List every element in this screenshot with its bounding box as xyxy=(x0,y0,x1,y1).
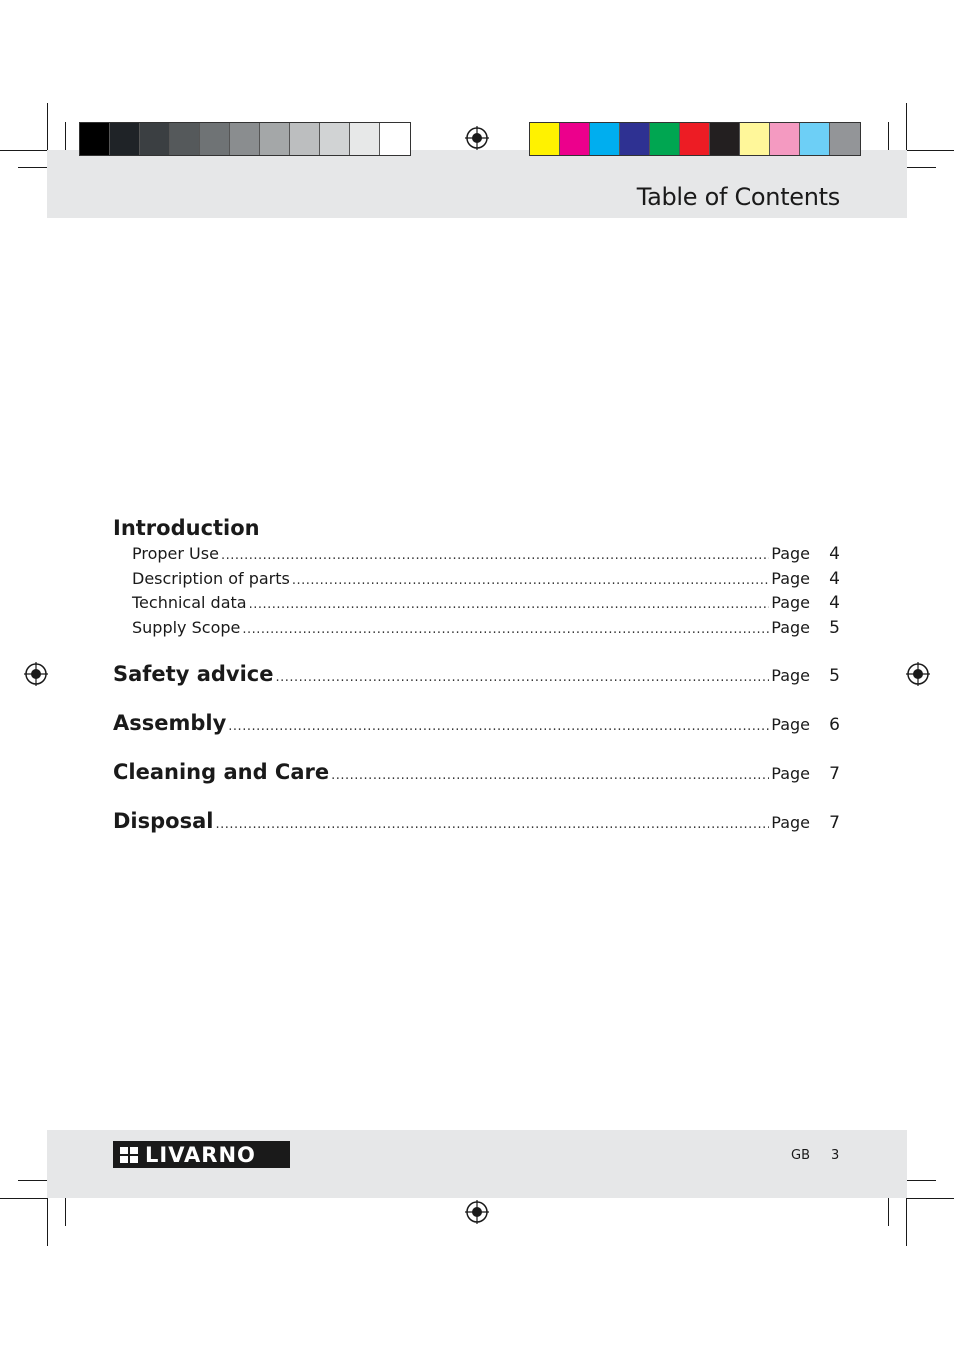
page-number: 4 xyxy=(829,593,840,613)
page-word: Page xyxy=(771,715,810,734)
color-swatch xyxy=(680,123,710,155)
toc-entry-supply-scope[interactable] xyxy=(113,616,840,641)
crop-mark xyxy=(906,1198,907,1246)
gray-swatch xyxy=(290,123,320,155)
page-word: Page xyxy=(771,593,810,612)
crop-mark xyxy=(906,167,936,168)
page-number: 7 xyxy=(829,813,840,833)
table-of-contents xyxy=(113,514,840,858)
crop-mark xyxy=(18,167,48,168)
color-swatch xyxy=(710,123,740,155)
gray-calibration-bar xyxy=(79,122,411,156)
page-word: Page xyxy=(771,568,810,588)
crop-mark xyxy=(47,1198,48,1246)
gray-swatch xyxy=(380,123,410,155)
dot-leader xyxy=(242,618,769,643)
page-number: 4 xyxy=(829,568,840,589)
color-swatch xyxy=(530,123,560,155)
page-word: Page xyxy=(771,617,810,637)
toc-entry-cleaning-and-care[interactable] xyxy=(113,760,840,809)
page-word: Page xyxy=(771,666,810,685)
gray-swatch xyxy=(230,123,260,155)
registration-mark-icon xyxy=(465,1200,489,1224)
color-swatch xyxy=(620,123,650,155)
crop-mark xyxy=(65,122,66,150)
crop-mark xyxy=(47,103,48,150)
language-code: GB xyxy=(791,1148,810,1163)
page-number: 5 xyxy=(829,617,840,638)
dot-leader xyxy=(215,817,769,832)
gray-swatch xyxy=(350,123,380,155)
crop-mark xyxy=(888,1198,889,1226)
dot-leader xyxy=(228,719,769,734)
gray-swatch xyxy=(170,123,200,155)
toc-entry-disposal[interactable] xyxy=(113,809,840,858)
page-number: 7 xyxy=(829,764,840,784)
brand-logo xyxy=(113,1141,290,1168)
toc-heading-introduction: Introduction xyxy=(113,516,260,540)
page-word: Page xyxy=(771,813,810,832)
registration-mark-icon xyxy=(906,662,930,686)
toc-section-label: Cleaning and Care xyxy=(113,760,330,784)
page-number: 4 xyxy=(829,544,840,564)
page-number-footer: 3 xyxy=(831,1148,840,1163)
crop-mark xyxy=(888,122,889,150)
dot-leader xyxy=(276,670,770,685)
page-number: 6 xyxy=(829,715,840,735)
toc-entry-label: Technical data xyxy=(132,593,247,612)
toc-entry-label: Supply Scope xyxy=(132,617,241,637)
dot-leader xyxy=(292,569,769,594)
color-swatch xyxy=(770,123,800,155)
gray-swatch xyxy=(320,123,350,155)
color-swatch xyxy=(830,123,860,155)
dot-leader xyxy=(249,593,770,618)
crop-mark xyxy=(906,1198,954,1199)
crop-mark xyxy=(65,1198,66,1226)
logo-mark-icon xyxy=(120,1147,138,1163)
toc-entry-label: Description of parts xyxy=(132,568,290,588)
gray-swatch xyxy=(260,123,290,155)
color-swatch xyxy=(560,123,590,155)
color-calibration-bar xyxy=(529,122,861,156)
crop-mark xyxy=(0,150,48,151)
gray-swatch xyxy=(200,123,230,155)
crop-mark xyxy=(906,103,907,150)
dot-leader xyxy=(221,544,769,569)
color-swatch xyxy=(650,123,680,155)
page-number: 5 xyxy=(829,666,840,686)
toc-entry-label: Proper Use xyxy=(132,544,219,563)
page-word: Page xyxy=(771,544,810,563)
registration-mark-icon xyxy=(465,126,489,150)
toc-entry-safety-advice[interactable] xyxy=(113,662,840,711)
toc-entry-assembly[interactable] xyxy=(113,711,840,760)
crop-mark xyxy=(906,150,954,151)
color-swatch xyxy=(590,123,620,155)
crop-mark xyxy=(906,1180,936,1181)
toc-section-label: Assembly xyxy=(113,711,227,735)
brand-name: LIVARNO xyxy=(145,1142,256,1167)
toc-entry-proper-use[interactable] xyxy=(113,542,840,567)
toc-entry-technical-data[interactable] xyxy=(113,591,840,616)
gray-swatch xyxy=(80,123,110,155)
page-word: Page xyxy=(771,764,810,783)
crop-mark xyxy=(0,1198,48,1199)
gray-swatch xyxy=(140,123,170,155)
toc-section-label: Disposal xyxy=(113,809,214,833)
gray-swatch xyxy=(110,123,140,155)
color-swatch xyxy=(800,123,830,155)
dot-leader xyxy=(331,768,769,783)
crop-mark xyxy=(18,1180,48,1181)
page-title: Table of Contents xyxy=(636,183,840,211)
registration-mark-icon xyxy=(24,662,48,686)
toc-entry-description-of-parts[interactable] xyxy=(113,567,840,592)
color-swatch xyxy=(740,123,770,155)
toc-section-label: Safety advice xyxy=(113,662,274,686)
